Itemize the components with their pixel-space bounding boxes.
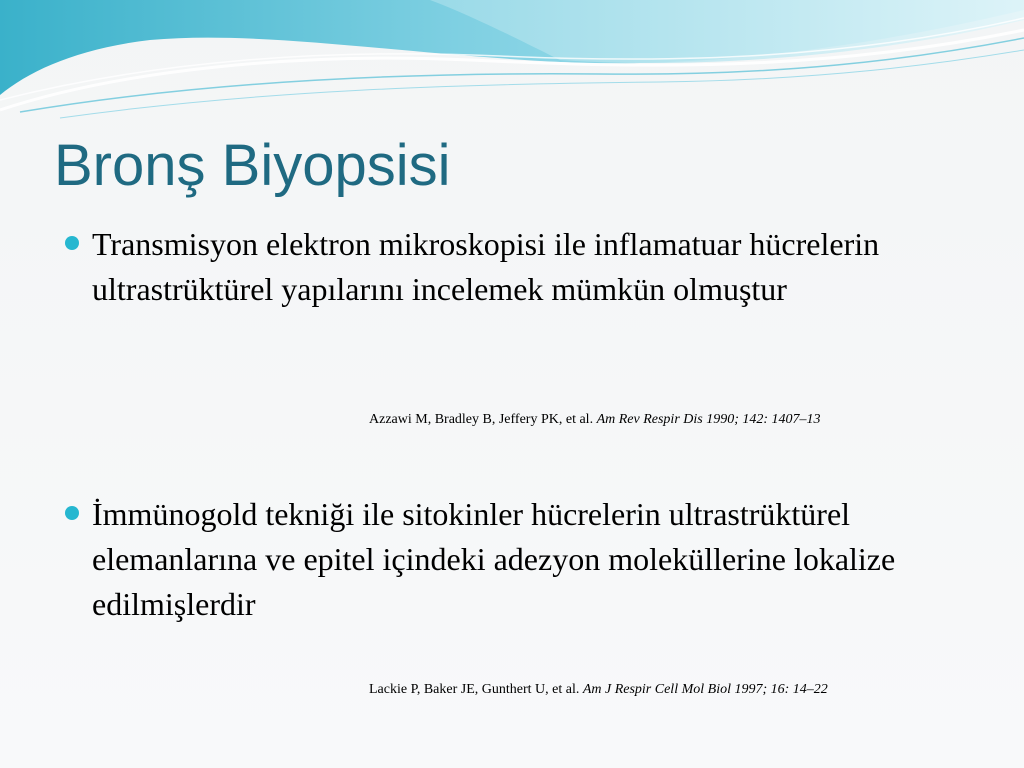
decorative-wave-header (0, 0, 1024, 125)
bullet-dot-icon (65, 236, 79, 250)
bullet-item-2 (92, 492, 992, 627)
reference-journal: Am J Respir Cell Mol Biol 1997; 16: 14–22 (582, 682, 828, 697)
bullet-dot-icon (65, 506, 79, 520)
bullet-text: İmmünogold tekniği ile sitokinler hücrelerin ultrastrüktürel elemanlarına ve epitel içindeki adezyon moleküllerine lokalize edilmişlerdir (92, 496, 896, 622)
reference-journal: Am Rev Respir Dis 1990; 142: 1407–13 (596, 412, 821, 427)
reference-authors: Lackie P, Baker JE, Gunthert U, et al. (369, 682, 580, 697)
bullet-text: Transmisyon elektron mikroskopisi ile inflamatuar hücrelerin ultrastrüktürel yapılarını incelemek mümkün olmuştur (92, 226, 880, 307)
reference-authors: Azzawi M, Bradley B, Jeffery PK, et al. (369, 412, 594, 427)
slide-title: Bronş Biyopsisi (54, 133, 451, 198)
reference-citation-2 (369, 681, 828, 699)
reference-citation-1 (369, 411, 821, 429)
bullet-item-1 (92, 222, 992, 312)
